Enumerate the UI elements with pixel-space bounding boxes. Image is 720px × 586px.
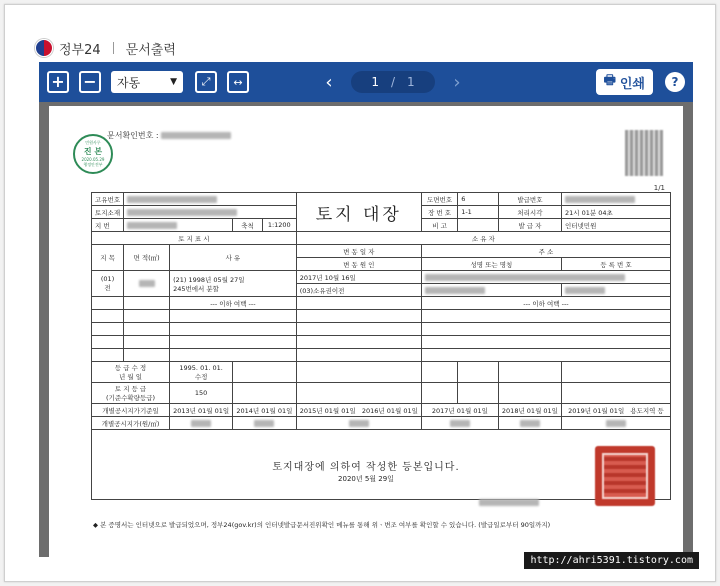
- empty-cell: [498, 383, 561, 404]
- empty-cell: [92, 336, 124, 349]
- empty-cell: [92, 310, 124, 323]
- zoom-out-button[interactable]: [79, 71, 101, 93]
- page-divider: /: [390, 75, 396, 89]
- chevron-left-icon: ‹: [325, 71, 333, 93]
- price-value: [233, 417, 297, 430]
- empty-cell: [296, 383, 421, 404]
- title-divider: [113, 42, 114, 54]
- empty-cell: [92, 297, 124, 310]
- change-cause-value: (03)소유권이전: [296, 284, 421, 297]
- land-ledger-table: [91, 192, 671, 500]
- label-price-base-date: 개별공시지가기준일: [92, 404, 170, 417]
- label-unique-no: 고유번호: [92, 193, 124, 206]
- zoning-label: 용도지역 등: [630, 406, 664, 415]
- process-time-value: 21시 01분 04초: [561, 206, 670, 219]
- empty-cell: [92, 349, 124, 362]
- blog-watermark: http://ahri5391.tistory.com: [524, 552, 699, 569]
- empty-cell: [170, 310, 297, 323]
- document-print-window: [4, 4, 716, 582]
- confirm-number: [107, 130, 231, 141]
- prev-page-button[interactable]: [319, 72, 339, 93]
- document-title: 토지 대장: [296, 193, 421, 232]
- empty-cell: [170, 336, 297, 349]
- reason-cell: [170, 271, 297, 297]
- seal-bottom-text: 행정안전부: [83, 162, 103, 167]
- price-date-2019-cell: [561, 404, 670, 417]
- minus-square-icon: −: [83, 72, 97, 91]
- barcode-icon: [625, 130, 663, 176]
- fit-page-button[interactable]: [195, 71, 217, 93]
- verification-footnote: ◆ 본 증명서는 인터넷으로 발급되었으며, 정부24(gov.kr)의 인터넷발급문서진위확인 메뉴를 통해 위ㆍ변조 여부를 확인할 수 있습니다. (발급일로부터 90일까지): [93, 521, 551, 529]
- price-value: [561, 417, 670, 430]
- section-land-display: 토 지 표 시: [92, 232, 297, 245]
- empty-cell: [296, 349, 421, 362]
- owner-reg-no-value: [561, 284, 670, 297]
- authentic-seal: [73, 134, 113, 174]
- grade-revision-cell: [170, 362, 233, 383]
- confirm-number-label: 문서확인번호 :: [107, 131, 159, 140]
- redacted-text: [161, 132, 231, 139]
- zoom-in-button[interactable]: [47, 71, 69, 93]
- empty-cell: [170, 323, 297, 336]
- price-date-2017: 2017년 01월 01일: [421, 404, 498, 417]
- owner-name-value: [421, 284, 561, 297]
- label-public-price: 개별공시지가(원/㎡): [92, 417, 170, 430]
- empty-cell: [124, 297, 170, 310]
- empty-cell: [421, 349, 670, 362]
- owner-address-value: [421, 271, 670, 284]
- label-scale: 축척: [233, 219, 263, 232]
- area-value: [124, 271, 170, 297]
- fit-width-button[interactable]: [227, 71, 249, 93]
- seal-main-text: 진 본: [83, 147, 103, 156]
- issue-no-value: [561, 193, 670, 206]
- document-viewer[interactable]: [39, 102, 693, 557]
- empty-cell: [561, 383, 670, 404]
- empty-cell: [124, 323, 170, 336]
- empty-cell: [296, 297, 421, 310]
- printer-icon: 🖶: [603, 73, 616, 88]
- fit-width-icon: ↔: [233, 75, 243, 89]
- empty-cell: [233, 362, 297, 383]
- zoom-select[interactable]: [111, 71, 183, 93]
- certification-date: 2020년 5월 29일: [338, 475, 394, 483]
- empty-cell: [561, 362, 670, 383]
- grade-revision-date: 1995. 01. 01.: [179, 363, 223, 372]
- chevron-down-icon: ▼: [170, 77, 177, 87]
- empty-cell: [296, 323, 421, 336]
- current-page-input[interactable]: 1: [371, 75, 379, 89]
- zoom-select-value: 자동: [117, 75, 141, 90]
- plus-square-icon: +: [51, 72, 65, 91]
- help-button[interactable]: [665, 72, 685, 92]
- window-title-bar: [35, 37, 176, 59]
- page-indicator: [351, 71, 435, 93]
- empty-cell: [458, 383, 499, 404]
- empty-cell: [458, 362, 499, 383]
- empty-cell: [92, 323, 124, 336]
- empty-cell: [296, 310, 421, 323]
- label-grade-revision: 등 급 수 정 년 월 일: [92, 362, 170, 383]
- land-location-value: [124, 206, 297, 219]
- print-button[interactable]: [596, 69, 653, 95]
- label-lot-no: 지 번: [92, 219, 124, 232]
- label-issuer: 발 급 자: [498, 219, 561, 232]
- label-issue-no: 발급번호: [498, 193, 561, 206]
- empty-cell: [421, 362, 457, 383]
- seal-date-text: 2020.05.29: [81, 157, 105, 162]
- price-date-2016: 2016년 01월 01일: [361, 406, 418, 415]
- empty-cell: [124, 336, 170, 349]
- owner-blank-note: --- 이하 여백 ---: [421, 297, 670, 310]
- empty-cell: [170, 349, 297, 362]
- unique-no-value: [124, 193, 297, 206]
- col-area: 면 적(㎡): [124, 245, 170, 271]
- empty-cell: [233, 383, 297, 404]
- price-date-2013: 2013년 01월 01일: [170, 404, 233, 417]
- jimok-cell: [92, 271, 124, 297]
- empty-cell: [296, 336, 421, 349]
- empty-cell: [498, 362, 561, 383]
- fit-page-icon: ⤢: [201, 75, 211, 88]
- empty-cell: [421, 323, 670, 336]
- drawing-no-value: 6: [458, 193, 499, 206]
- col-reg-no: 등 록 번 호: [561, 258, 670, 271]
- col-change-cause: 변 동 원 인: [296, 258, 421, 271]
- price-date-2019: 2019년 01월 01일: [568, 406, 625, 415]
- price-value: [170, 417, 233, 430]
- signer-name: [479, 492, 539, 511]
- jimok-code: (01): [100, 275, 115, 283]
- label-drawing-no: 도면번호: [421, 193, 457, 206]
- empty-cell: [296, 362, 421, 383]
- col-reason: 사 유: [170, 245, 297, 271]
- empty-cell: [124, 310, 170, 323]
- next-page-button[interactable]: [447, 72, 467, 93]
- col-owner-name: 성명 또는 명칭: [421, 258, 561, 271]
- label-remarks: 비 고: [421, 219, 457, 232]
- price-value: [498, 417, 561, 430]
- price-date-2014: 2014년 01월 01일: [233, 404, 297, 417]
- price-date-2018: 2018년 01월 01일: [498, 404, 561, 417]
- brand-name: 정부24: [59, 42, 101, 58]
- total-pages: 1: [407, 75, 415, 89]
- reason-line-2: 245번에서 분할: [173, 284, 219, 293]
- official-seal-icon: [595, 446, 655, 506]
- col-jimok: 지 목: [92, 245, 124, 271]
- col-address: 주 소: [421, 245, 670, 258]
- reason-line-1: (21) 1998년 05월 27일: [173, 275, 245, 284]
- issuer-value: 인터넷민원: [561, 219, 670, 232]
- empty-cell: [124, 349, 170, 362]
- print-label: 인쇄: [619, 76, 645, 92]
- label-land-location: 토지소재: [92, 206, 124, 219]
- certification-text: 토지대장에 의하여 작성한 등본입니다.: [272, 462, 460, 473]
- help-icon: ?: [671, 75, 679, 89]
- sheet-no-value: 1-1: [458, 206, 499, 219]
- price-value: [296, 417, 421, 430]
- price-date-2015: 2015년 01월 01일: [299, 406, 356, 415]
- chevron-right-icon: ›: [453, 71, 461, 93]
- grade-revision-note: 수정: [194, 372, 208, 381]
- col-change-date: 변 동 일 자: [296, 245, 421, 258]
- section-owner: 소 유 자: [296, 232, 670, 245]
- price-value: [421, 417, 498, 430]
- document-page: [49, 106, 683, 557]
- land-grade-value: 150: [170, 383, 233, 404]
- change-date-value: 2017년 10월 16일: [296, 271, 421, 284]
- label-land-grade: 토 지 등 급 (기준수확량등급): [92, 383, 170, 404]
- viewer-toolbar: [39, 62, 693, 102]
- seal-inner-pattern: [602, 453, 648, 499]
- lot-no-value: [124, 219, 233, 232]
- window-title: 문서출력: [125, 42, 176, 58]
- scale-value: 1:1200: [262, 219, 296, 232]
- gov24-logo-icon: [35, 39, 53, 57]
- empty-cell: [421, 310, 670, 323]
- land-blank-note: --- 이하 여백 ---: [170, 297, 297, 310]
- page-index: 1/1: [653, 184, 665, 192]
- label-process-time: 처리시각: [498, 206, 561, 219]
- empty-cell: [421, 383, 457, 404]
- seal-top-text: 민원사무: [85, 140, 101, 145]
- jimok-name: 전: [104, 284, 111, 292]
- label-sheet-no: 장 번 호: [421, 206, 457, 219]
- price-dates-2015-2016: [296, 404, 421, 417]
- empty-cell: [421, 336, 670, 349]
- remarks-value: [458, 219, 499, 232]
